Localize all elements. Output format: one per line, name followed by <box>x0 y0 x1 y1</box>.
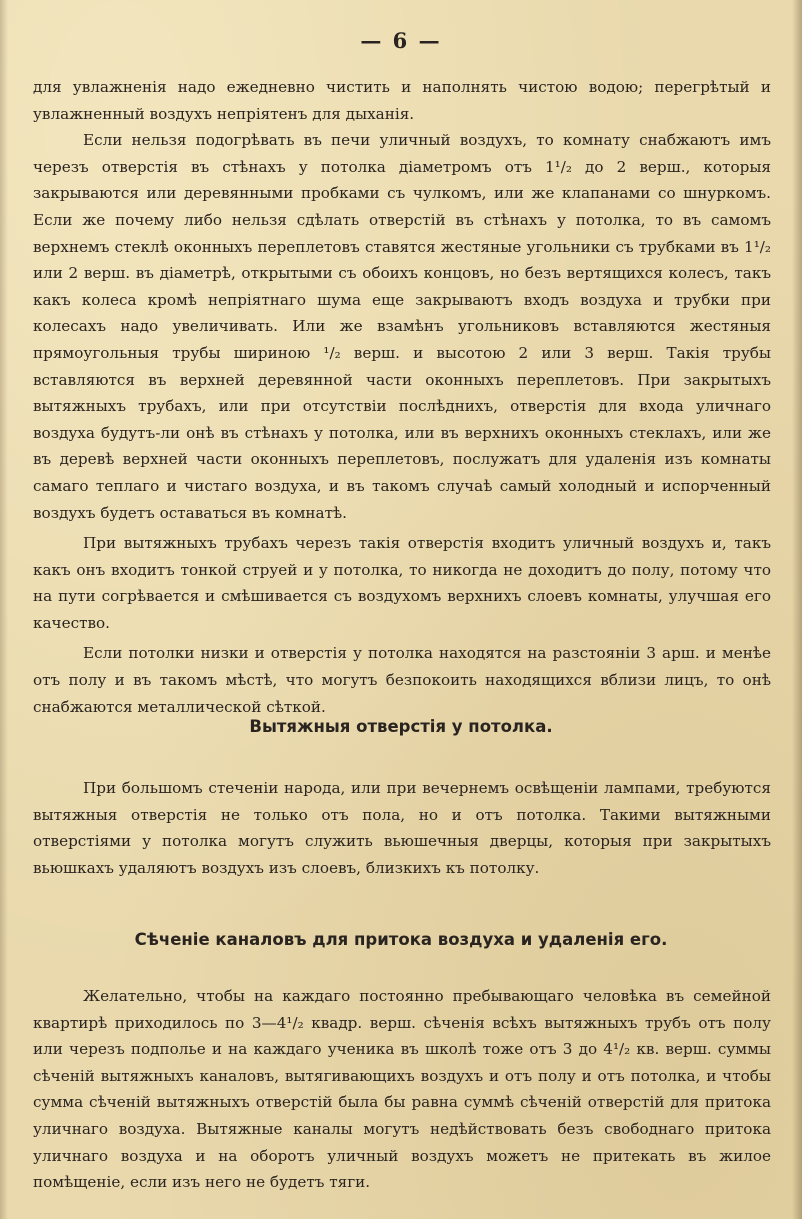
heading-ceiling-exhaust: Вытяжныя отверстія у потолка. <box>249 717 553 736</box>
text-block-channel-sections <box>33 983 771 1196</box>
page-left-shadow <box>0 0 8 1219</box>
paragraph-channel-sections: Желательно, чтобы на каждаго постоянно пребывающаго человѣка въ семейной квартирѣ приходилось по 3—4¹/₂ квадр. верш. сѣченія всѣхъ вытяжныхъ трубъ отъ полу или черезъ подполье и на каждаго ученика въ школѣ тоже отъ 3 до 4¹/₂ кв. верш. суммы сѣченій вытяжныхъ каналовъ, вытягивающихъ воздухъ и отъ полу и отъ потолка, и чтобы сумма сѣченій вытяжныхъ отверстій была бы равна суммѣ сѣченій отверстій для притока уличнаго воздуха. Вытяжные каналы могутъ недѣйствовать безъ свободнаго притока уличнаго воздуха и на оборотъ уличный воздухъ можетъ не притекать въ жилое помѣщеніе, если изъ него не будетъ тяги. <box>33 987 771 1192</box>
page-right-shadow <box>792 0 802 1219</box>
text-block-ceiling-exhaust <box>33 775 771 881</box>
page-number: — 6 — <box>360 28 442 53</box>
paragraph-humidifier: для увлажненія надо ежедневно чистить и наполнять чистою водою; перегрѣтый и увлажненный воздухъ непріятенъ для дыханія. <box>33 78 771 123</box>
paragraph-ceiling-exhaust: При большомъ стеченіи народа, или при вечернемъ освѣщеніи лампами, требуются вытяжныя отверстія не только отъ пола, но и отъ потолка. Такими вытяжными отверстіями у потолка могутъ служить вьюшечныя дверцы, которыя при закрытыхъ вьюшкахъ удаляютъ воздухъ изъ слоевъ, близкихъ къ потолку. <box>33 779 771 877</box>
heading-channel-sections: Сѣченіе каналовъ для притока воздуха и удаленія его. <box>134 930 668 949</box>
paragraph-wall-openings: Если нельзя подогрѣвать въ печи уличный воздухъ, то комнату снабжаютъ имъ черезъ отверстія въ стѣнахъ у потолка діаметромъ отъ 1¹/₂ до 2 верш., которыя закрываются или деревянными пробками съ чулкомъ, или же клапанами со шнуркомъ. Если же почему либо нельзя сдѣлать отверстій въ стѣнахъ у потолка, то въ самомъ верхнемъ стеклѣ оконныхъ переплетовъ ставятся жестяные угольники съ трубками въ 1¹/₂ или 2 верш. въ діаметрѣ, открытыми съ обоихъ концовъ, но безъ вертящихся колесъ, такъ какъ колеса кромѣ непріятнаго шума еще закрываютъ входъ воздуха и трубки при колесахъ надо увеличивать. Или же взамѣнъ угольниковъ вставляются жестяныя прямоугольныя трубы шириною ¹/₂ верш. и высотою 2 или 3 верш. Такія трубы вставляются въ верхней деревянной части оконныхъ переплетовъ. При закрытыхъ вытяжныхъ трубахъ, или при отсутствіи послѣднихъ, отверстія для входа уличнаго воздуха будутъ-ли онѣ въ стѣнахъ у потолка, или въ верхнихъ оконныхъ стеклахъ, или же въ деревѣ верхней части оконныхъ переплетовъ, послужатъ для удаленія изъ комнаты самаго теплаго и чистаго воздуха, и въ такомъ случаѣ самый холодный и испорченный воздухъ будетъ оставаться въ комнатѣ. <box>33 131 771 522</box>
paragraph-low-ceilings: Если потолки низки и отверстія у потолка находятся на разстояніи 3 арш. и менѣе отъ полу и въ такомъ мѣстѣ, что могутъ безпокоить находящихся вблизи лицъ, то онѣ снабжаются металлической сѣткой. <box>33 644 771 716</box>
paragraph-exhaust-pipes: При вытяжныхъ трубахъ черезъ такія отверстія входитъ уличный воздухъ и, такъ какъ онъ входитъ тонкой струей и у потолка, то никогда не доходитъ до полу, потому что на пути согрѣвается и смѣшивается съ воздухомъ верхнихъ слоевъ комнаты, улучшая его качество. <box>33 534 771 632</box>
text-block-ventilation-openings <box>33 74 771 720</box>
